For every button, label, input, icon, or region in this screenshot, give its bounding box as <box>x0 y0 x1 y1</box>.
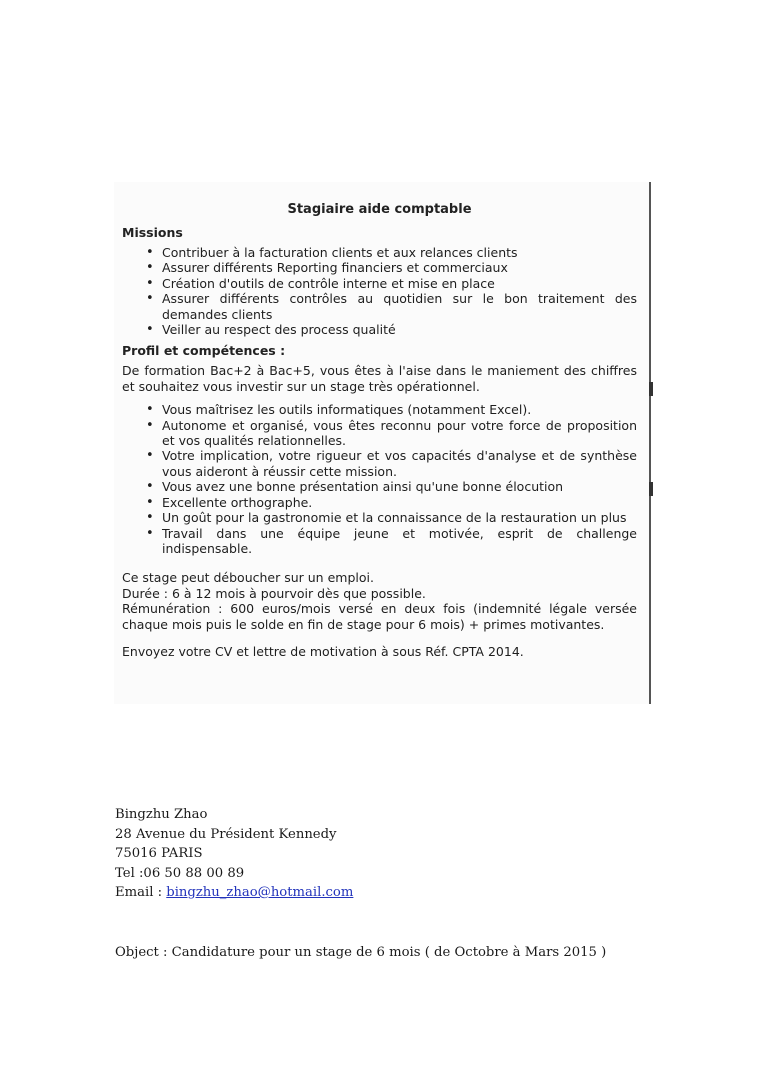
profile-intro: De formation Bac+2 à Bac+5, vous êtes à l'aise dans le maniement des chiffres et souhaitez vous investir sur un stage très opérationnel. <box>122 363 637 394</box>
sender-block <box>115 805 655 903</box>
mission-item: • Contribuer à la facturation clients et aux relances clients <box>162 245 637 260</box>
profile-heading: Profil et compétences : <box>122 343 286 359</box>
offer-title: Stagiaire aide comptable <box>287 202 472 217</box>
mission-item: • Assurer différents Reporting financiers et commerciaux <box>162 260 637 275</box>
duration-line: Durée : 6 à 12 mois à pourvoir dès que possible. <box>122 585 426 601</box>
missions-list <box>122 245 637 337</box>
object-line: Object : Candidature pour un stage de 6 mois ( de Octobre à Mars 2015 ) <box>115 945 607 960</box>
remuneration-line: Rémunération : 600 euros/mois versé en deux fois (indemnité légale versée chaque mois puis le solde en fin de stage pour 6 mois) + primes motivantes. <box>122 601 637 632</box>
skill-item: • Vous maîtrisez les outils informatiques (notamment Excel). <box>162 402 637 417</box>
skill-item: • Travail dans une équipe jeune et motivée, esprit de challenge indispensable. <box>162 526 637 557</box>
stage-line: Ce stage peut déboucher sur un emploi. <box>122 570 374 586</box>
scan-border <box>649 182 651 704</box>
mission-item: • Veiller au respect des process qualité <box>162 322 637 337</box>
scan-border-mark <box>649 382 653 396</box>
scan-border-mark <box>649 482 653 496</box>
sender-address: 28 Avenue du Président Kennedy <box>115 826 337 842</box>
skill-item: • Un goût pour la gastronomie et la connaissance de la restauration un plus <box>162 510 637 525</box>
sender-name: Bingzhu Zhao <box>115 807 208 822</box>
skill-item: • Votre implication, votre rigueur et vos capacités d'analyse et de synthèse vous aideront à réussir cette mission. <box>162 448 637 479</box>
email-link[interactable]: bingzhu_zhao@hotmail.com <box>166 885 354 900</box>
mission-item: • Assurer différents contrôles au quotidien sur le bon traitement des demandes clients <box>162 291 637 322</box>
skill-item: • Excellente orthographe. <box>162 495 637 510</box>
skill-item: • Autonome et organisé, vous êtes reconnu pour votre force de proposition et vos qualités relationnelles. <box>162 418 637 449</box>
apply-line: Envoyez votre CV et lettre de motivation à sous Réf. CPTA 2014. <box>122 643 524 659</box>
job-offer-image <box>114 182 651 704</box>
sender-phone: Tel :06 50 88 00 89 <box>115 865 245 881</box>
missions-heading: Missions <box>122 225 183 240</box>
sender-email-line <box>115 883 655 903</box>
skill-item: • Vous avez une bonne présentation ainsi qu'une bonne élocution <box>162 479 637 494</box>
mission-item: • Création d'outils de contrôle interne et mise en place <box>162 276 637 291</box>
email-label: Email : <box>115 885 167 900</box>
sender-city: 75016 PARIS <box>115 846 203 861</box>
skills-list <box>122 402 637 556</box>
